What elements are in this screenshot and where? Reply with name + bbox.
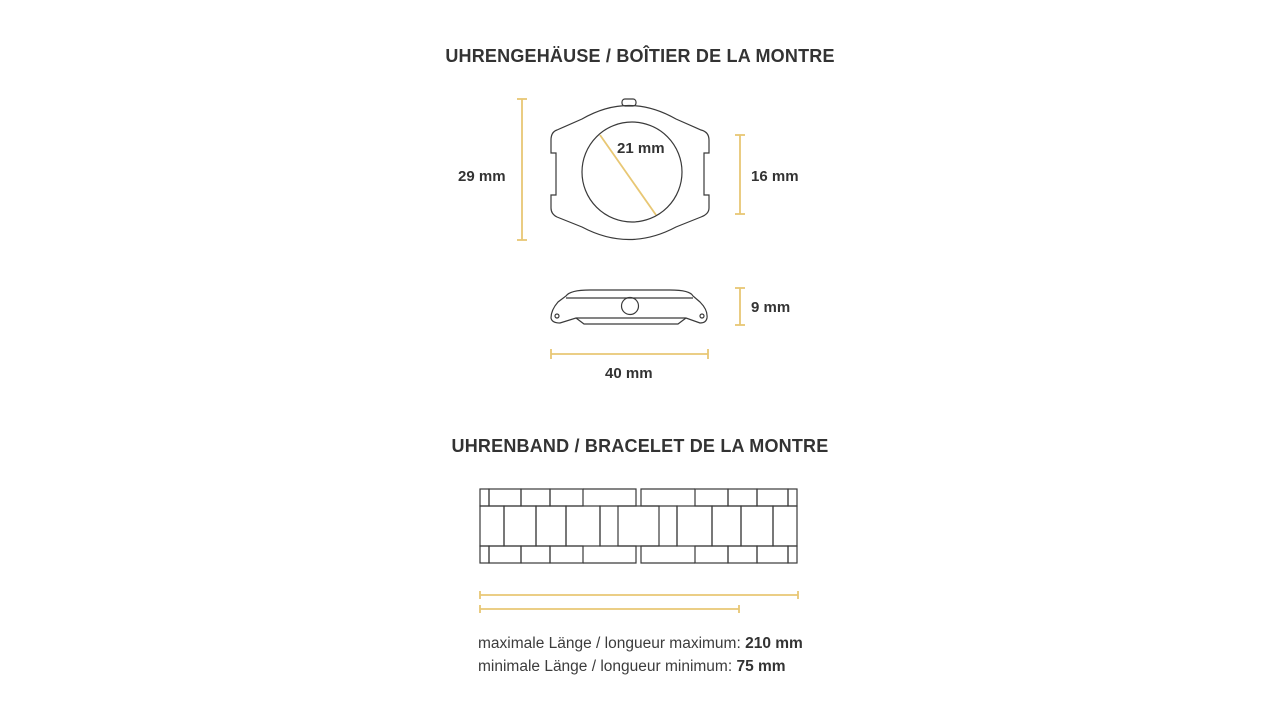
min-length-line <box>480 605 739 613</box>
lug-width-label: 16 mm <box>751 168 799 185</box>
bracelet-title: UHRENBAND / BRACELET DE LA MONTRE <box>451 436 829 456</box>
lug-width-dimension-line <box>735 135 745 214</box>
min-length-text <box>478 658 786 676</box>
crown-side <box>622 298 639 315</box>
width-dimension-line <box>551 349 708 359</box>
thickness-label: 9 mm <box>751 299 791 316</box>
watch-case-side-view <box>551 290 707 324</box>
case-title: UHRENGEHÄUSE / BOÎTIER DE LA MONTRE <box>445 46 835 66</box>
max-length-value: 210 mm <box>745 635 803 652</box>
min-length-value: 75 mm <box>736 658 786 675</box>
thickness-dimension-line <box>735 288 745 325</box>
bracelet-center-link <box>618 506 659 546</box>
max-length-text <box>478 635 803 653</box>
bracelet-drawing <box>480 489 797 563</box>
max-length-label: maximale Länge / longueur maximum: <box>478 635 746 652</box>
min-length-label: minimale Länge / longueur minimum: <box>478 658 737 675</box>
max-length-line <box>480 591 798 599</box>
width-label: 40 mm <box>605 365 653 382</box>
watch-case-front-view <box>551 99 709 240</box>
dial-label: 21 mm <box>617 140 665 157</box>
height-dimension-line <box>517 99 527 240</box>
dial-circle <box>582 122 682 222</box>
case-outline <box>551 106 709 240</box>
height-label: 29 mm <box>458 168 506 185</box>
case-side-outline <box>551 290 707 323</box>
